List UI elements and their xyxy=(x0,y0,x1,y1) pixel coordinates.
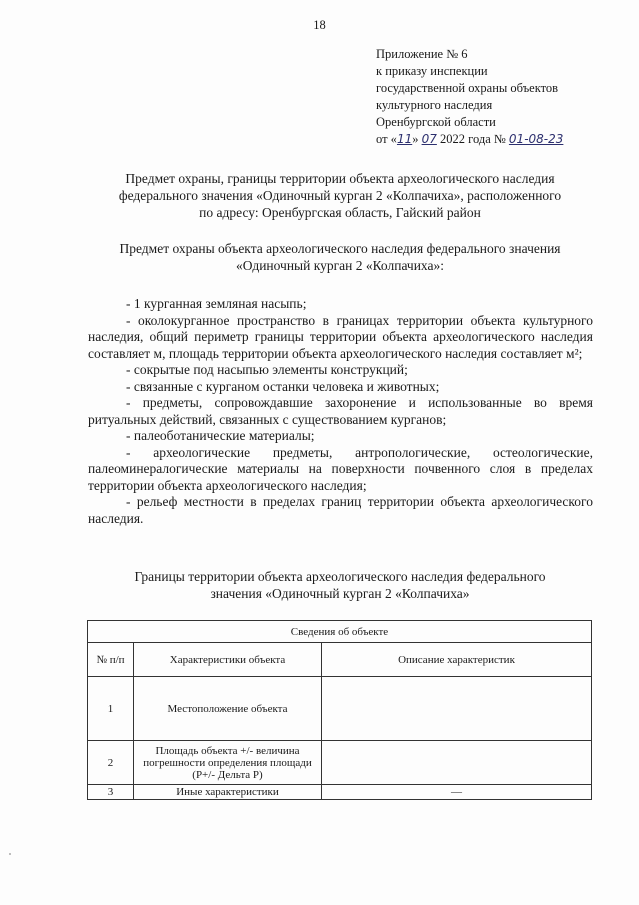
boundaries-title xyxy=(70,568,610,602)
table-row xyxy=(88,785,592,800)
date-suffix: 2022 года № xyxy=(436,132,509,146)
handwritten-day: 11 xyxy=(396,132,413,146)
subject-title-line: Предмет охраны объекта археологического наследия федерального значения xyxy=(119,241,561,256)
boundaries-title-line: Границы территории объекта археологического наследия федерального xyxy=(134,569,546,584)
list-item: - предметы, сопровождавшие захоронение и использованные во время ритуальных действий, связанных с существованием курганов; xyxy=(88,395,593,427)
list-item: - околокурганное пространство в границах территории объекта культурного наследия, общий периметр границы территории объекта археологического наследия составляет м, площадь территории объекта археологического наследия составляет м²; xyxy=(88,312,593,361)
header-cell: Характеристики объекта xyxy=(134,643,322,677)
row-number: 3 xyxy=(88,785,134,800)
row-description xyxy=(322,741,592,785)
main-title-line: по адресу: Оренбургская область, Гайский район xyxy=(199,205,481,220)
row-description xyxy=(322,677,592,741)
protection-subject-list xyxy=(88,296,593,527)
scan-speck xyxy=(9,853,11,855)
appendix-header xyxy=(376,46,563,148)
object-info-table xyxy=(87,620,592,800)
appendix-line: государственной охраны объектов xyxy=(376,81,559,95)
appendix-line: культурного наследия xyxy=(376,98,493,112)
list-item: - сокрытые под насыпью элементы конструкций; xyxy=(126,362,408,377)
list-item: - палеоботанические материалы; xyxy=(126,428,315,443)
row-characteristic: Площадь объекта +/- величина погрешности определения площади (P+/- Дельта P) xyxy=(134,741,322,785)
table-row xyxy=(88,677,592,741)
list-item: - археологические предметы, антропологические, остеологические, палеоминералогические материалы на поверхности почвенного слоя в пределах территории объекта археологического наследия; xyxy=(88,444,593,493)
page-number: 18 xyxy=(313,18,326,32)
list-item: - рельеф местности в пределах границ территории объекта археологического наследия. xyxy=(88,494,593,526)
row-description: — xyxy=(322,785,592,800)
list-item: - связанные с курганом останки человека и животных; xyxy=(126,378,440,394)
main-title-line: федерального значения «Одиночный курган 2 «Колпачиха», расположенного xyxy=(118,188,562,203)
table-caption: Сведения об объекте xyxy=(88,621,592,643)
header-cell: № п/п xyxy=(88,643,134,677)
row-characteristic: Иные характеристики xyxy=(134,785,322,800)
table-row xyxy=(88,741,592,785)
handwritten-month: 07 xyxy=(421,132,437,146)
appendix-line: Приложение № 6 xyxy=(376,47,468,61)
date-prefix: от « xyxy=(376,132,397,146)
main-title xyxy=(70,170,610,221)
main-title-line: Предмет охраны, границы территории объекта археологического наследия xyxy=(125,171,555,186)
subject-title-line: «Одиночный курган 2 «Колпачиха»: xyxy=(236,258,444,273)
subject-title xyxy=(70,240,610,274)
handwritten-order-number: 01-08-23 xyxy=(508,132,564,146)
row-characteristic: Местоположение объекта xyxy=(134,677,322,741)
appendix-line: Оренбургской области xyxy=(376,115,496,129)
row-number: 2 xyxy=(88,741,134,785)
boundaries-title-line: значения «Одиночный курган 2 «Колпачиха» xyxy=(210,586,470,601)
row-number: 1 xyxy=(88,677,134,741)
order-date-line xyxy=(376,131,563,148)
list-item: - 1 курганная земляная насыпь; xyxy=(126,296,307,311)
header-cell: Описание характеристик xyxy=(322,643,592,677)
date-mid: » xyxy=(412,132,422,146)
appendix-line: к приказу инспекции xyxy=(376,64,488,78)
